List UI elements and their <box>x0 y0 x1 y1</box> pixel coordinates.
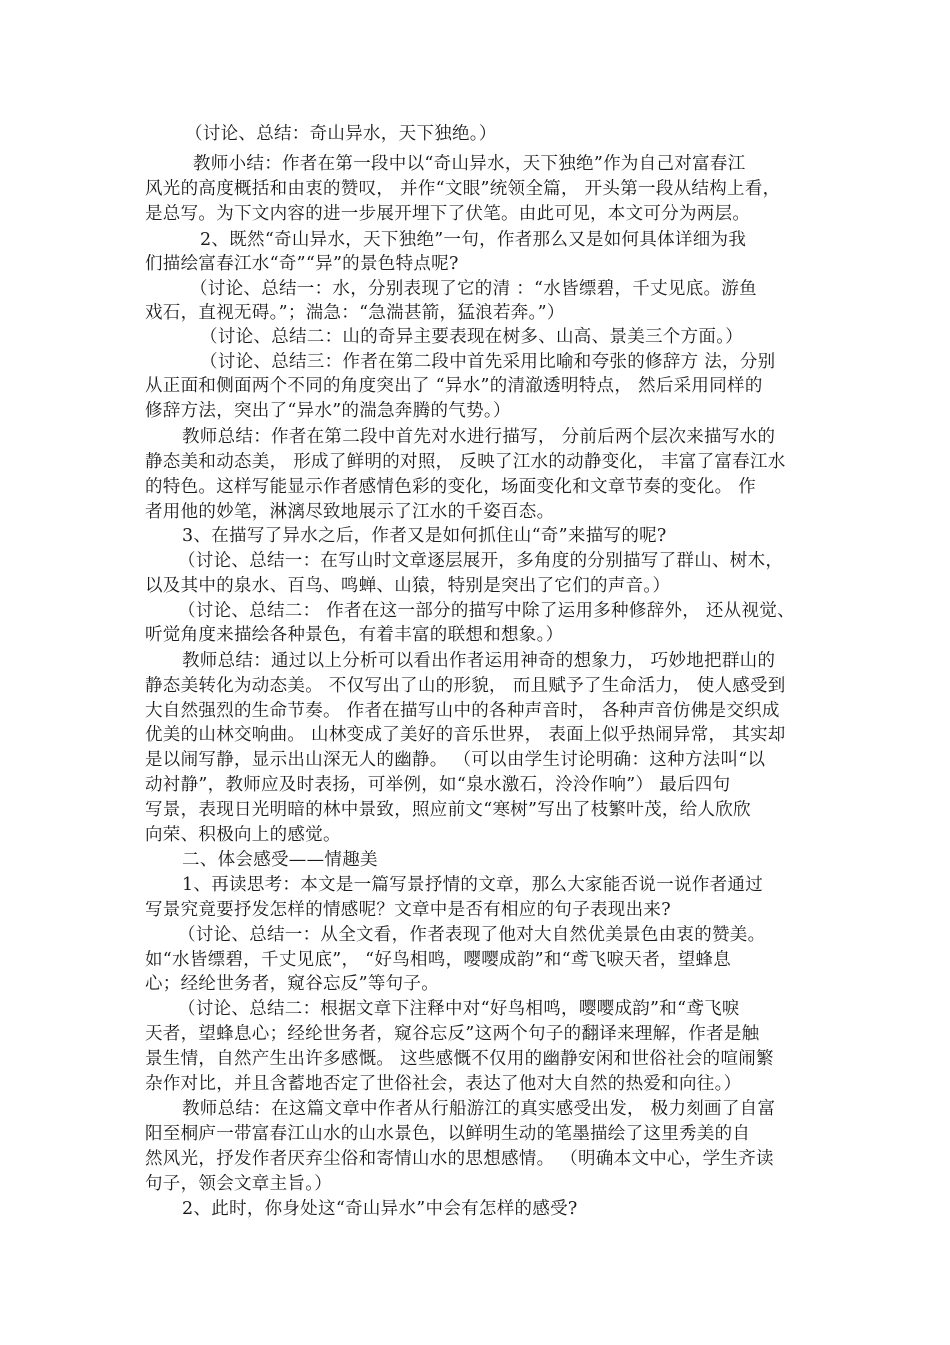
text-line: 写景，表现日光明暗的林中景致，照应前文“寒树”写出了枝繁叶茂，给人欣欣 <box>145 800 751 820</box>
text-line: （讨论、总结三：作者在第二段中首先采用比喻和夸张的修辞方 法，分别 <box>200 352 776 372</box>
text-line: 1、再读思考：本文是一篇写景抒情的文章，那么大家能否说一说作者通过 <box>182 875 764 895</box>
text-line: 动衬静”，教师应及时表扬，可举例，如“泉水激石，泠泠作响”） 最后四句 <box>145 775 731 795</box>
text-line: 写景究竟要抒发怎样的情感呢？文章中是否有相应的句子表现出来? <box>145 900 671 920</box>
text-line: 风光的高度概括和由衷的赞叹， 并作“文眼”统领全篇， 开头第一段从结构上看， <box>145 179 781 199</box>
text-line: 静态美和动态美， 形成了鲜明的对照， 反映了江水的动静变化， 丰富了富春江水 <box>145 452 786 472</box>
text-line: （讨论、总结一：在写山时文章逐层展开，多角度的分别描写了群山、树木， <box>178 551 784 571</box>
text-line: 者用他的妙笔，淋漓尽致地展示了江水的千姿百态。 <box>145 502 555 522</box>
text-line: 从正面和侧面两个不同的角度突出了 “异水”的清澈透明特点， 然后采用同样的 <box>145 376 763 396</box>
text-line: （讨论、总结：奇山异水，天下独绝。） <box>185 124 497 144</box>
text-line: 戏石，直视无碍。”；湍急：“急湍甚箭，猛浪若奔。”） <box>145 303 565 323</box>
text-line: 杂作对比，并且含蓄地否定了世俗社会，表达了他对大自然的热爱和向往。） <box>145 1074 742 1094</box>
text-line: 大自然强烈的生命节奏。 作者在描写山中的各种声音时， 各种声音仿佛是交织成 <box>145 701 780 721</box>
text-line: 2、既然“奇山异水，天下独绝”一句，作者那么又是如何具体详细为我 <box>200 230 747 250</box>
text-line: 以及其中的泉水、百鸟、鸣蝉、山猿，特别是突出了它们的声音。） <box>145 576 671 596</box>
text-line: 2、此时，你身处这“奇山异水”中会有怎样的感受? <box>182 1199 578 1219</box>
text-line: 句子，领会文章主旨。） <box>145 1174 333 1194</box>
text-line: 优美的山林交响曲。 山林变成了美好的音乐世界， 表面上似乎热闹异常， 其实却 <box>145 725 786 745</box>
text-line: 是总写。为下文内容的进一步展开埋下了伏笔。由此可见，本文可分为两层。 <box>145 204 751 224</box>
text-line: （讨论、总结二：根据文章下注释中对“好鸟相鸣，嘤嘤成韵”和“鸢飞唳 <box>178 999 740 1019</box>
text-line: 教师总结：在这篇文章中作者从行船游江的真实感受出发， 极力刻画了自富 <box>182 1099 776 1119</box>
text-line: （讨论、总结一：水，分别表现了它的清 ：“水皆缥碧，千丈见底。游鱼 <box>190 279 757 299</box>
text-line: 如“水皆缥碧，千丈见底”， “好鸟相鸣，嘤嘤成韵”和“鸢飞唳天者，望蜂息 <box>145 950 732 970</box>
text-line: 的特色。这样写能显示作者感情色彩的变化，场面变化和文章节奏的变化。 作 <box>145 477 757 497</box>
text-line: 是以闹写静，显示出山深无人的幽静。 （可以由学生讨论明确：这种方法叫“以 <box>145 750 766 770</box>
text-line: 阳至桐庐一带富春江山水的山水景色，以鲜明生动的笔墨描绘了这里秀美的自 <box>145 1124 751 1144</box>
text-line: 们描绘富春江水“奇”“异”的景色特点呢? <box>145 254 459 274</box>
text-line: 心；经纶世务者，窥谷忘反”等句子。 <box>145 974 440 994</box>
text-line: （讨论、总结二：山的奇异主要表现在树多、山高、景美三个方面。） <box>200 327 744 347</box>
text-line: 3、在描写了异水之后，作者又是如何抓住山“奇”来描写的呢? <box>182 526 667 546</box>
text-line: 听觉角度来描绘各种景色，有着丰富的联想和想象。） <box>145 625 564 645</box>
text-line: 向荣、积极向上的感觉。 <box>145 825 341 845</box>
text-line: 静态美转化为动态美。 不仅写出了山的形貌， 而且赋予了生命活力， 使人感受到 <box>145 676 786 696</box>
text-line: 教师总结：通过以上分析可以看出作者运用神奇的想象力， 巧妙地把群山的 <box>182 651 776 671</box>
text-line: 教师总结：作者在第二段中首先对水进行描写， 分前后两个层次来描写水的 <box>182 427 776 447</box>
text-line: 景生情，自然产生出许多感慨。 这些感慨不仅用的幽静安闲和世俗社会的喧闹繁 <box>145 1049 774 1069</box>
text-line: （讨论、总结二： 作者在这一部分的描写中除了运用多种修辞外， 还从视觉、 <box>178 601 795 621</box>
text-line: 教师小结：作者在第一段中以“奇山异水，天下独绝”作为自己对富春江 <box>193 154 746 174</box>
text-line: 天者，望蜂息心；经纶世务者，窥谷忘反”这两个句子的翻译来理解，作者是触 <box>145 1024 760 1044</box>
text-line: 修辞方法，突出了“异水”的湍急奔腾的气势。） <box>145 401 511 421</box>
section-heading: 二、体会感受——情趣美 <box>182 850 378 870</box>
text-line: （讨论、总结一：从全文看，作者表现了他对大自然优美景色由衷的赞美。 <box>178 925 766 945</box>
text-line: 然风光，抒发作者厌弃尘俗和寄情山水的思想感情。 （明确本文中心，学生齐读 <box>145 1149 774 1169</box>
